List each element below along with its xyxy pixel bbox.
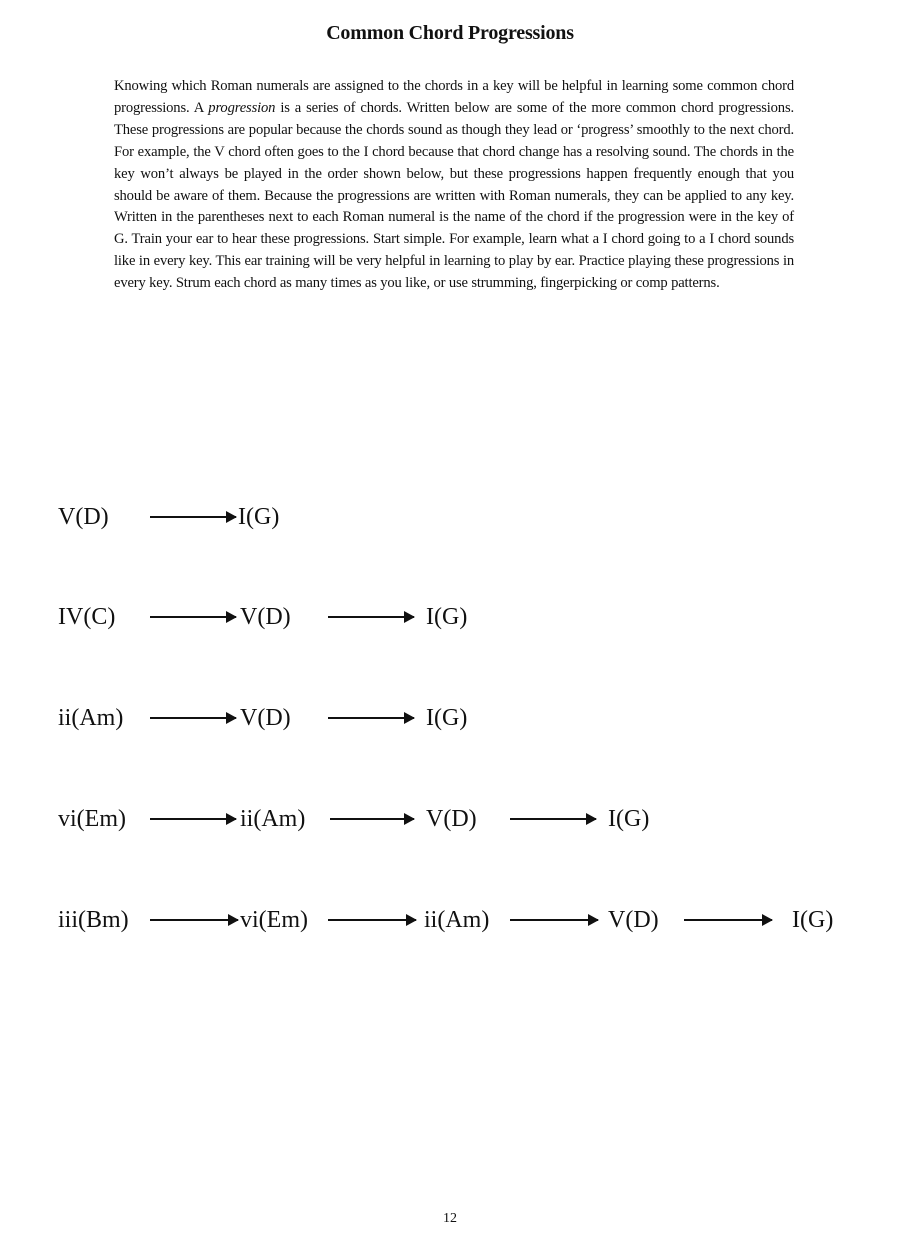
chord-label: ii(Am) (424, 907, 490, 933)
arrow-icon (150, 919, 238, 921)
progression-row-1 (58, 500, 878, 534)
chord-label: V(D) (58, 504, 109, 530)
arrow-icon (150, 516, 236, 518)
arrow-icon (150, 818, 236, 820)
arrow-icon (328, 919, 416, 921)
chord-label: iii(Bm) (58, 907, 129, 933)
chord-label: I(G) (792, 907, 834, 933)
arrow-icon (510, 919, 598, 921)
chord-label: IV(C) (58, 604, 116, 630)
chord-label: I(G) (238, 504, 280, 530)
chord-label: V(D) (608, 907, 659, 933)
arrow-icon (328, 616, 414, 618)
intro-paragraph (114, 76, 794, 295)
chord-label: ii(Am) (240, 806, 306, 832)
progression-row-4 (58, 802, 878, 836)
page-title: Common Chord Progressions (326, 22, 574, 44)
chord-label: I(G) (608, 806, 650, 832)
chord-label: I(G) (426, 705, 468, 731)
progression-row-3 (58, 701, 878, 735)
chord-label: vi(Em) (58, 806, 126, 832)
intro-text-part-2: is a series of chords. Written below are some of the more common chord progressions. These progressions are popular because the chords sound as though they lead or ‘progress’ smoothly to the next chord. For example, the V chord often goes to the I chord because that chord change has a resolving sound. The chords in the key won’t always be played in the order shown below, but these progressions happen frequently enough that you should be aware of them. Because the progressions are written with Roman numerals, they can be applied to any key. Written in the parentheses next to each Roman numeral is the name of the chord if the progression were in the key of G. Train your ear to hear these progressions. Start simple. For example, learn what a I chord going to a I chord sounds like in every key. This ear training will be very helpful in learning to play by ear. Practice playing these progressions in every key. Strum each chord as many times as you like, or use strumming, fingerpicking or comp patterns. (114, 99, 794, 292)
progression-row-2 (58, 600, 878, 634)
chord-label: vi(Em) (240, 907, 308, 933)
chord-label: ii(Am) (58, 705, 124, 731)
arrow-icon (684, 919, 772, 921)
progression-row-5 (58, 903, 878, 937)
arrow-icon (328, 717, 414, 719)
chord-label: V(D) (426, 806, 477, 832)
intro-text-part-1: Knowing which Roman numerals are assigned to the chords in a key will be helpful in learning some common chord progressions. A (114, 78, 794, 116)
intro-emphasis-progression: progression (208, 99, 276, 116)
chord-label: I(G) (426, 604, 468, 630)
arrow-icon (510, 818, 596, 820)
chord-label: V(D) (240, 705, 291, 731)
chord-label: V(D) (240, 604, 291, 630)
arrow-icon (150, 616, 236, 618)
arrow-icon (330, 818, 414, 820)
page-number: 12 (443, 1211, 457, 1226)
arrow-icon (150, 717, 236, 719)
